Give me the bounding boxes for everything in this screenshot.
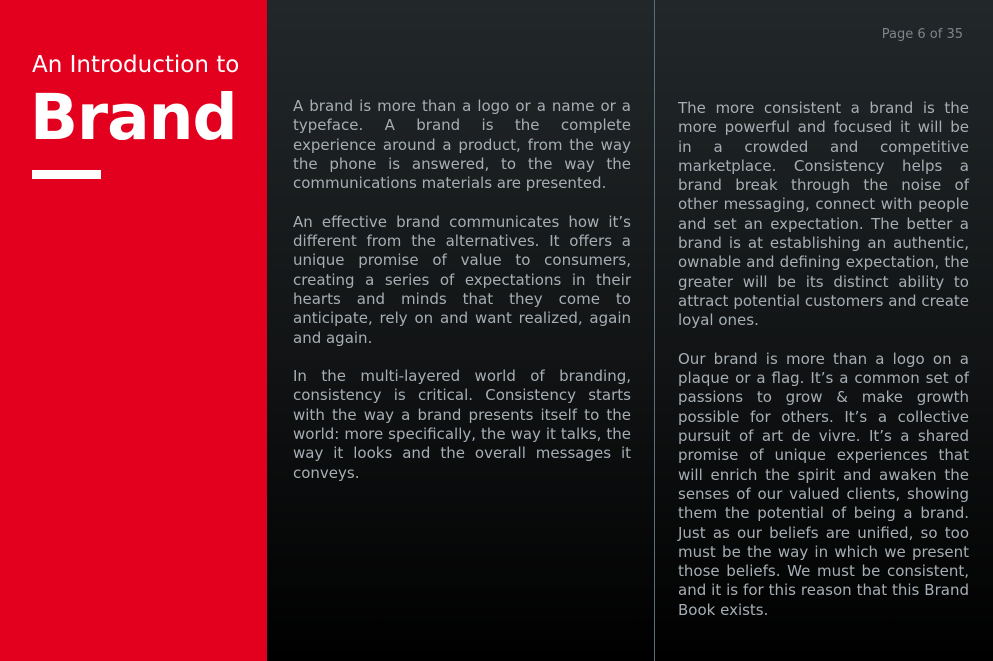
section-intro: An Introduction to — [32, 52, 240, 78]
column-divider — [654, 0, 655, 661]
page-number: Page 6 of 35 — [881, 27, 963, 42]
page-title: Brand — [30, 81, 237, 154]
paragraph: The more consistent a brand is the more powerful and focused it will be in a crowded and competitive marketplace. Consistency helps a brand break through the noise of other messaging, connect with people and set an expectation. The better a brand is at establishing an authentic, ownable and defining expectation, the greater will be its distinct ability to attract potential customers and create loyal ones. — [678, 99, 969, 330]
right-column — [678, 99, 969, 639]
paragraph: An effective brand communicates how it’s different from the alternatives. It offers a unique promise of value to consumers, creating a series of expectations in their hearts and minds that they come to anticipate, rely on and want realized, again and again. — [293, 212, 631, 347]
sidebar-panel — [0, 0, 267, 661]
paragraph: A brand is more than a logo or a name or a typeface. A brand is the complete experience around a product, from the way the phone is answered, to the way the communications materials are presented. — [293, 97, 631, 193]
paragraph: In the multi-layered world of branding, consistency is critical. Consistency starts with the way a brand presents itself to the world: more specifically, the way it talks, the way it looks and the overall messages it conveys. — [293, 367, 631, 482]
left-column — [293, 97, 631, 502]
title-underline — [32, 170, 101, 179]
paragraph: Our brand is more than a logo on a plaque or a flag. It’s a common set of passions to grow & make growth possible for others. It’s a collective pursuit of art de vivre. It’s a shared promise of unique experiences that will enrich the spirit and awaken the senses of our valued clients, showing them the potential of being a brand. Just as our beliefs are unified, so too must be the way in which we present those beliefs. We must be consistent, and it is for this reason that this Brand Book exists. — [678, 349, 969, 619]
